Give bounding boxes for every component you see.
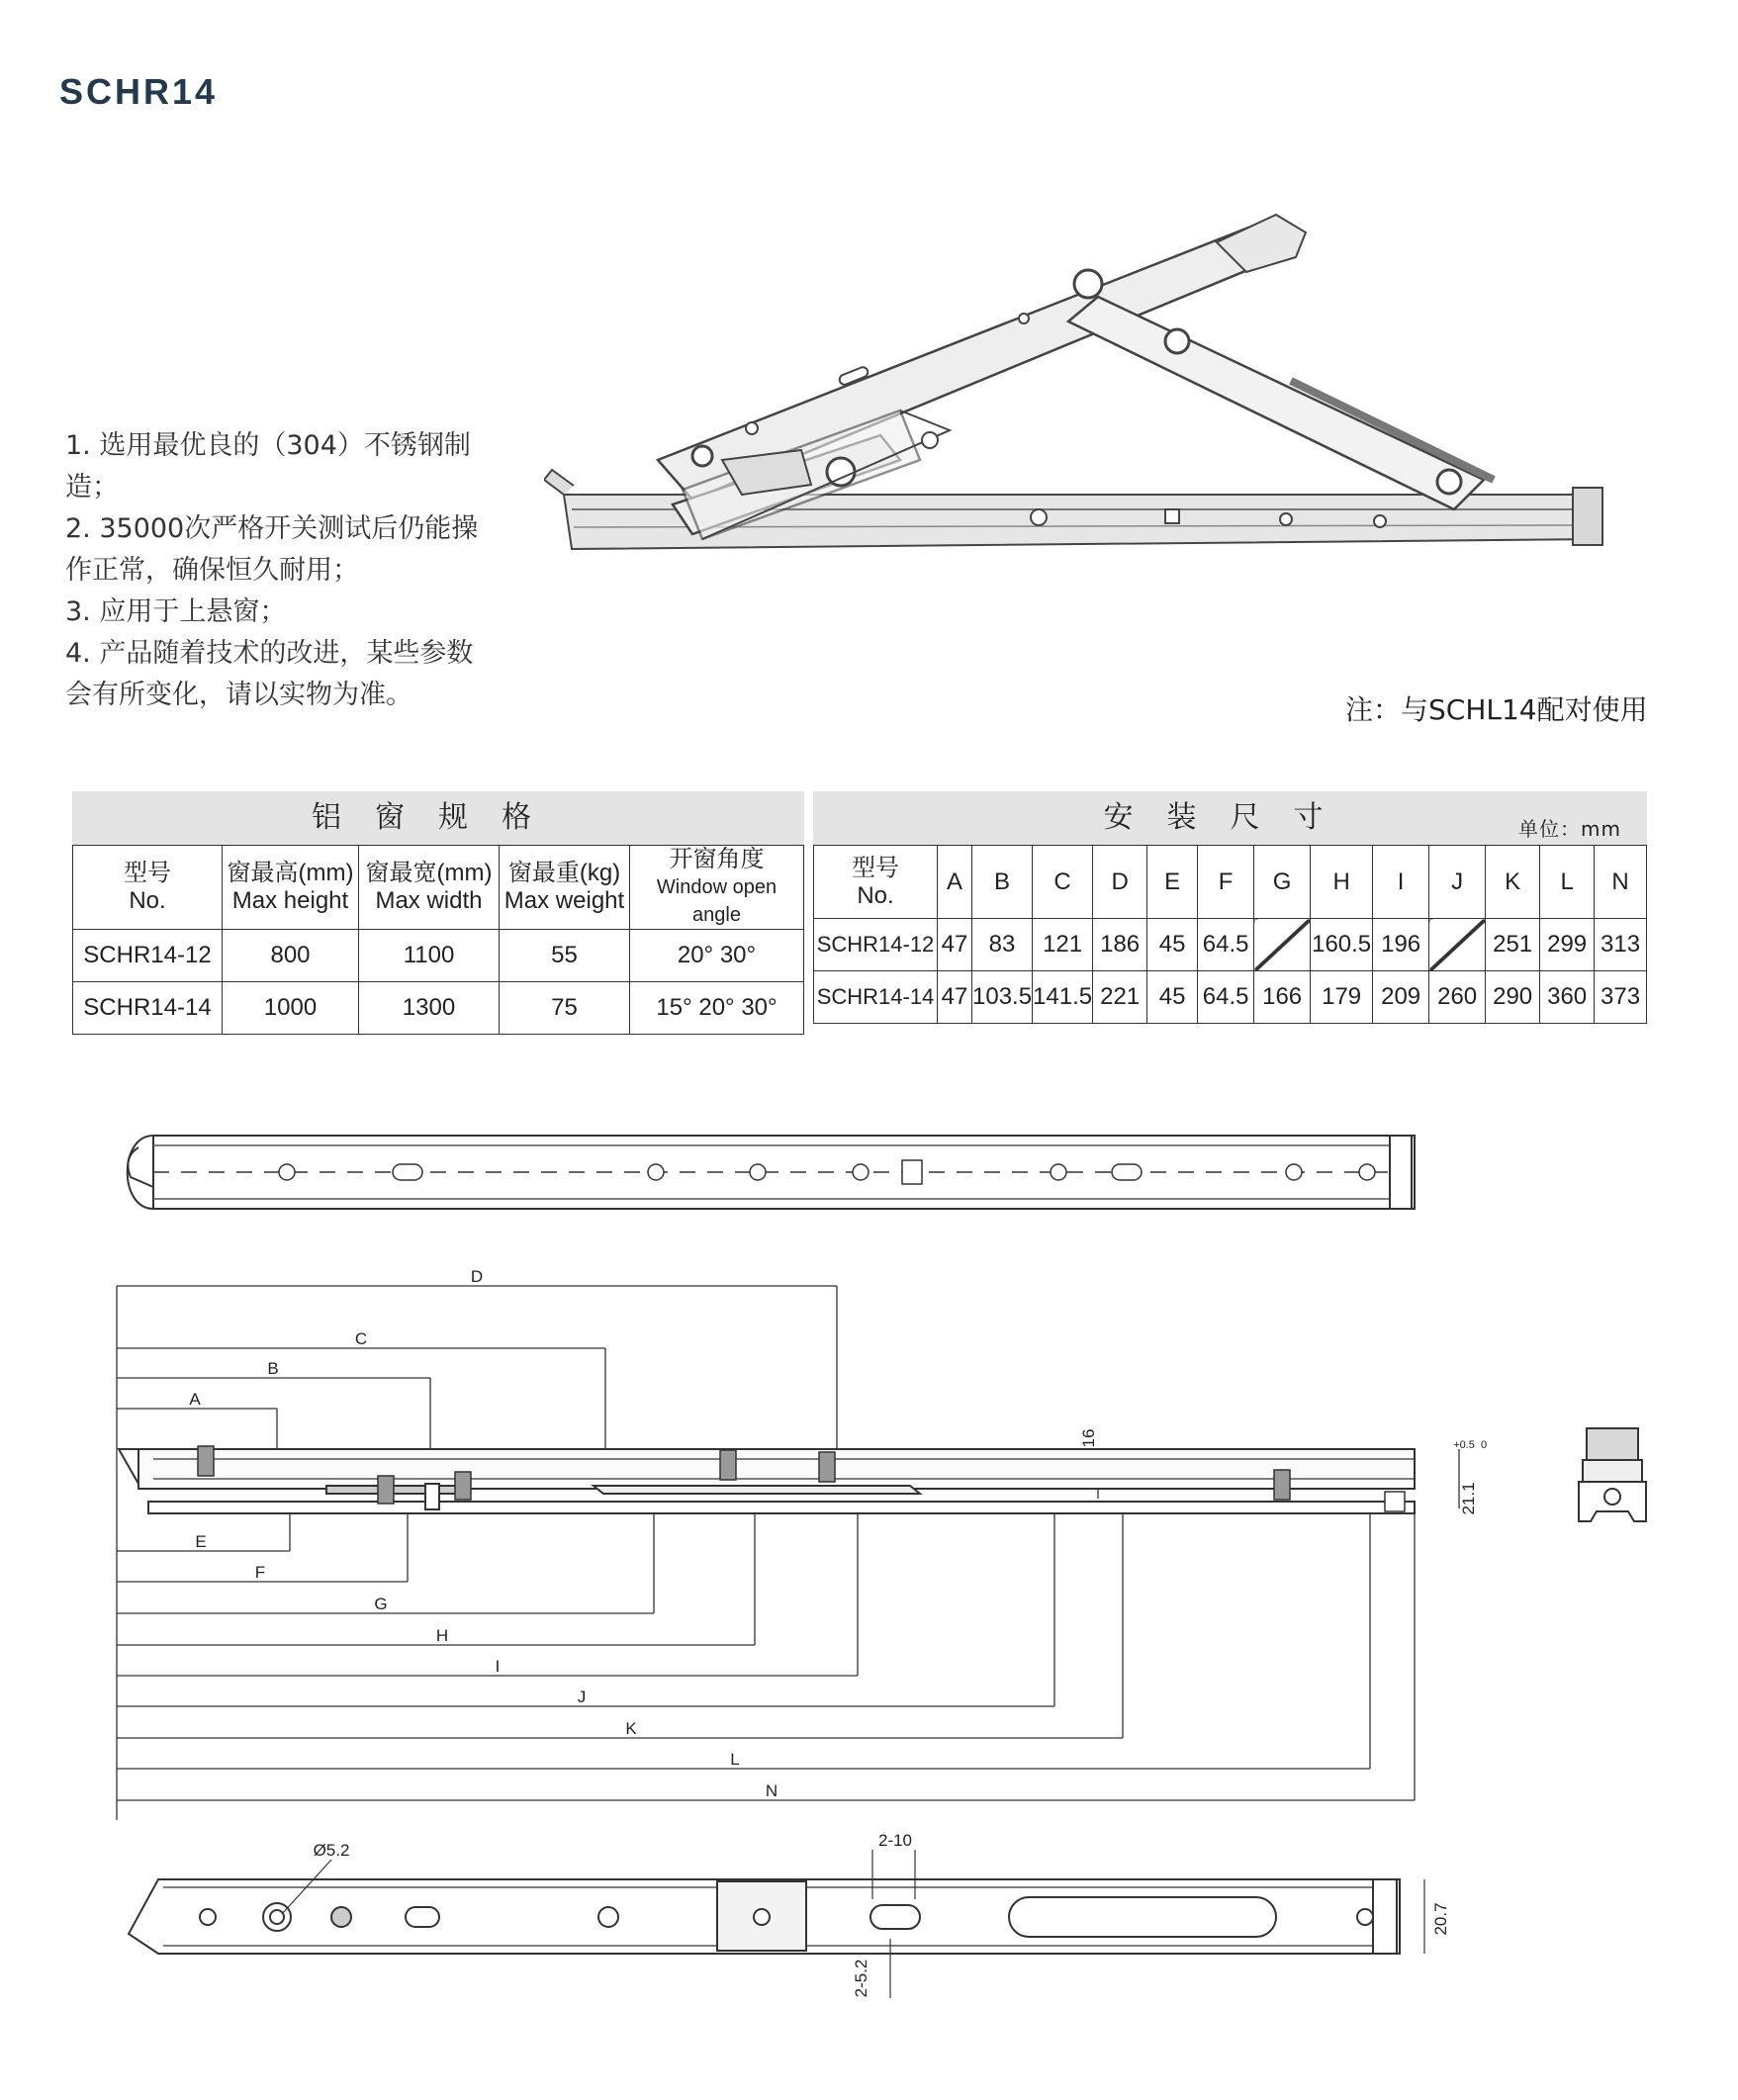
feature-item: 4. 产品随着技术的改进，某些参数会有所变化，请以实物为准。: [65, 638, 474, 710]
spec-table: [72, 845, 804, 1035]
dim-label-h: H: [435, 1626, 449, 1645]
dim-label-c: C: [354, 1329, 368, 1348]
dim-label-b: B: [267, 1359, 279, 1378]
bottom-width: 20.7: [1431, 1902, 1450, 1936]
slot-width: 2-10: [877, 1831, 913, 1850]
dim-label-g: G: [374, 1595, 388, 1613]
dim-16: 16: [1079, 1428, 1098, 1448]
spec-col-width: 窗最宽(mm) Max width: [359, 846, 500, 930]
dim-21: 21.1: [1459, 1482, 1478, 1515]
table-row: SCHR14-12 47 83 121 186 45 64.5 160.5 196 251 299 313: [814, 919, 1647, 971]
feature-item: 3. 应用于上悬窗；: [65, 596, 287, 627]
table-row: SCHR14-12 800 1100 55 20° 30°: [73, 930, 804, 982]
dim-label-a: A: [189, 1390, 201, 1409]
install-table: 型号 No. A B C D E F G H I J K L N SCHR14-12 47 83 121 186 45 64.5 160.5 196 251 299 313 SCHR14-14 47 103.5 141.5 221 45 64.5 166 179 209 260 290 360 373: [813, 845, 1647, 1024]
hole-diameter: Ø5.2: [313, 1841, 350, 1860]
bottom-view-drawing: [109, 1830, 1513, 2008]
dim-label-d: D: [470, 1267, 484, 1286]
dim-label-n: N: [765, 1781, 778, 1800]
feature-item: 1. 选用最优良的（304）不锈钢制造；: [65, 430, 471, 502]
dim-label-k: K: [625, 1719, 637, 1738]
spec-col-weight: 窗最重(kg) Max weight: [500, 846, 630, 930]
dim-tolerance: +0.5: [1453, 1439, 1475, 1451]
empty-cell-g: [1254, 919, 1311, 971]
dim-label-j: J: [577, 1688, 587, 1706]
spec-col-height: 窗最高(mm) Max height: [223, 846, 359, 930]
dimension-drawing: [99, 1246, 1504, 1820]
table-row: SCHR14-14 1000 1300 75 15° 20° 30°: [73, 982, 804, 1035]
table-row: SCHR14-14 47 103.5 141.5 221 45 64.5 166 179 209 260 290 360 373: [814, 971, 1647, 1024]
pairing-note: 注：与SCHL14配对使用: [1345, 693, 1648, 726]
empty-cell-j: [1429, 919, 1486, 971]
slot-side: 2-5.2: [852, 1959, 870, 1998]
unit-label: 单位：mm: [1518, 817, 1621, 841]
spec-table-block: [72, 791, 804, 1035]
dim-label-f: F: [254, 1563, 266, 1582]
feature-list: [65, 425, 491, 716]
end-section-view: [1573, 1422, 1652, 1541]
install-table-block: [813, 791, 1647, 1024]
install-table-title: 安装尺寸: [1103, 800, 1357, 835]
spec-col-angle: 开窗角度 Window open angle: [630, 846, 804, 930]
feature-item: 2. 35000次严格开关测试后仍能操作正常，确保恒久耐用；: [65, 513, 479, 586]
dim-label-e: E: [195, 1532, 207, 1551]
spec-col-no: 型号 No.: [73, 846, 223, 930]
dim-label-i: I: [495, 1657, 501, 1676]
top-view-drawing: [109, 1128, 1434, 1217]
spec-table-title: 铝窗规格: [72, 791, 804, 845]
dim-label-l: L: [730, 1750, 740, 1769]
dim-tolerance-zero: 0: [1480, 1439, 1488, 1451]
product-title: SCHR14: [59, 71, 219, 112]
product-photo: [544, 213, 1612, 569]
